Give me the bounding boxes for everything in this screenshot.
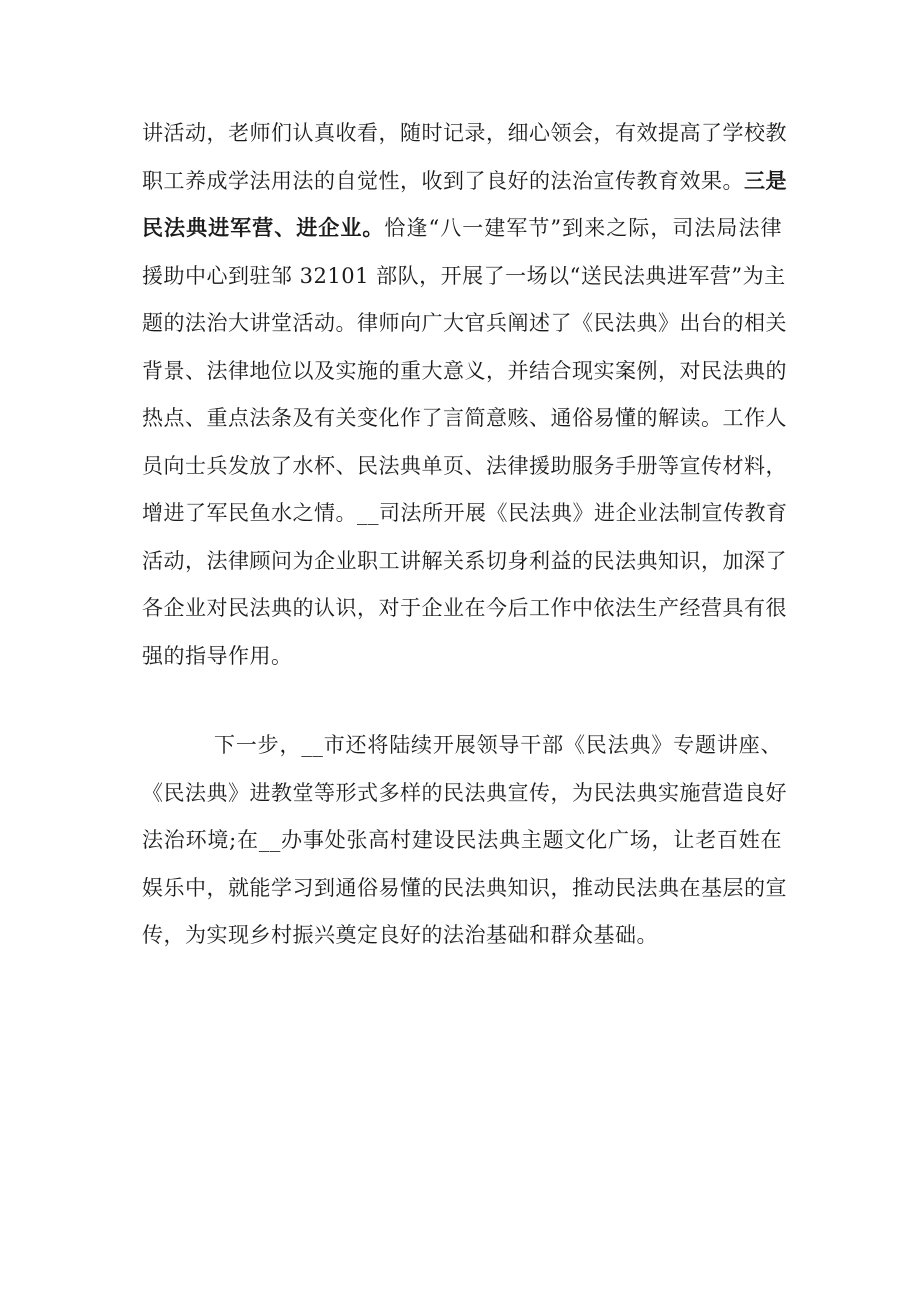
paragraph-line [142, 205, 782, 253]
paragraph-line: 热点、重点法条及有关变化作了言简意赅、通俗易懂的解读。工作人 [142, 406, 787, 430]
paragraph-line: 活动，法律顾问为企业职工讲解关系切身利益的民法典知识，加深了 [142, 548, 787, 573]
paragraph-2 [142, 722, 787, 960]
paragraph-line: 援助中心到驻邹 32101 部队，开展了一场以“送民法典进军营”为主 [142, 263, 786, 288]
paragraph-line: 娱乐中，就能学习到通俗易懂的民法典知识，推动民法典在基层的宣 [142, 875, 787, 900]
paragraph-line: 讲活动，老师们认真收看，随时记录，细心领会，有效提高了学校教 [142, 121, 787, 145]
paragraph-line: 下一步，__市还将陆续开展领导干部《民法典》专题讲座、 [214, 733, 782, 757]
paragraph-line: 强的指导作用。 [142, 643, 293, 668]
paragraph-line: 各企业对民法典的认识，对于企业在今后工作中依法生产经营具有很 [142, 596, 787, 620]
line-text: 职工养成学法用法的自觉性，收到了良好的法治宣传教育效果。 [142, 168, 744, 193]
paragraph-line: 法治环境;在__办事处张高村建设民法典主题文化广场，让老百姓在 [142, 828, 782, 852]
paragraph-line: 背景、法律地位以及实施的重大意义，并结合现实案例，对民法典的 [142, 358, 787, 383]
paragraph-line [142, 158, 787, 206]
bold-heading: 民法典进军营、进企业。 [142, 216, 385, 240]
line-text: 恰逢“八一建军节”到来之际，司法局法律 [384, 216, 782, 240]
bold-heading-part: 三是 [744, 168, 787, 193]
paragraph-line: 员向士兵发放了水杯、民法典单页、法律援助服务手册等宣传材料， [142, 453, 787, 478]
paragraph-line: 传，为实现乡村振兴奠定良好的法治基础和群众基础。 [142, 923, 658, 947]
paragraph-line: 《民法典》进教堂等形式多样的民法典宣传，为民法典实施营造良好 [142, 780, 787, 805]
paragraph-1 [142, 110, 788, 680]
paragraph-line: 题的法治大讲堂活动。律师向广大官兵阐述了《民法典》出台的相关 [142, 311, 787, 335]
paragraph-line: 增进了军民鱼水之情。__司法所开展《民法典》进企业法制宣传教育 [142, 501, 788, 525]
